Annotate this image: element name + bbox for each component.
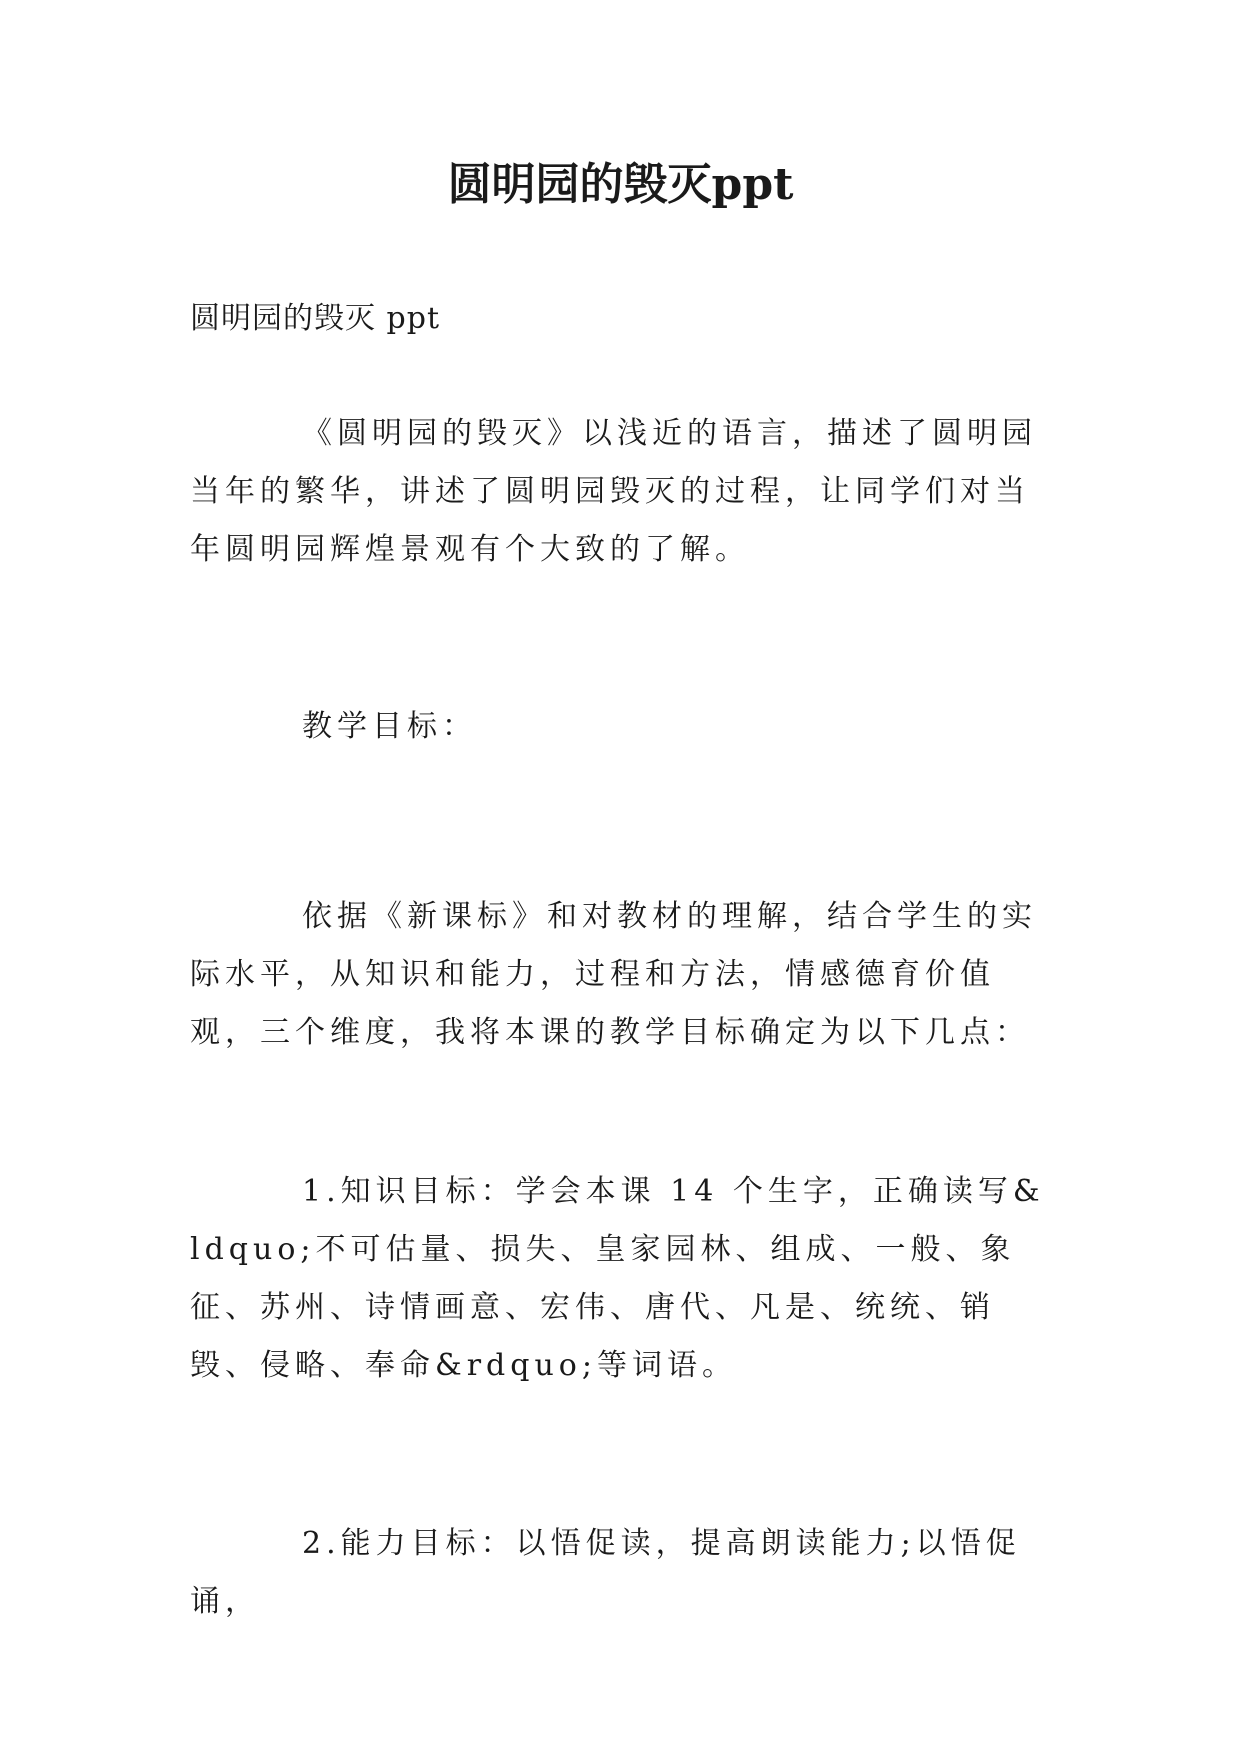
intro-paragraph: 《圆明园的毁灭》以浅近的语言，描述了圆明园当年的繁华，讲述了圆明园毁灭的过程，让同学们对当年圆明园辉煌景观有个大致的了解。 [190, 416, 1037, 567]
ability-goal-paragraph: 2.能力目标：以悟促读，提高朗读能力;以悟促诵， [190, 1526, 1021, 1619]
teaching-goals-heading: 教学目标： [302, 709, 477, 744]
knowledge-goal-paragraph: 1.知识目标：学会本课 14 个生字，正确读写&ldquo;不可估量、损失、皇家园林、组成、一般、象征、苏州、诗情画意、宏伟、唐代、凡是、统统、销毁、侵略、奉命&rdquo;等词语。 [190, 1174, 1045, 1383]
document-subtitle: 圆明园的毁灭 ppt [190, 301, 440, 336]
goals-intro-paragraph: 依据《新课标》和对教材的理解，结合学生的实际水平，从知识和能力，过程和方法，情感德育价值观，三个维度，我将本课的教学目标确定为以下几点： [190, 899, 1037, 1050]
document-title: 圆明园的毁灭ppt [447, 159, 794, 210]
